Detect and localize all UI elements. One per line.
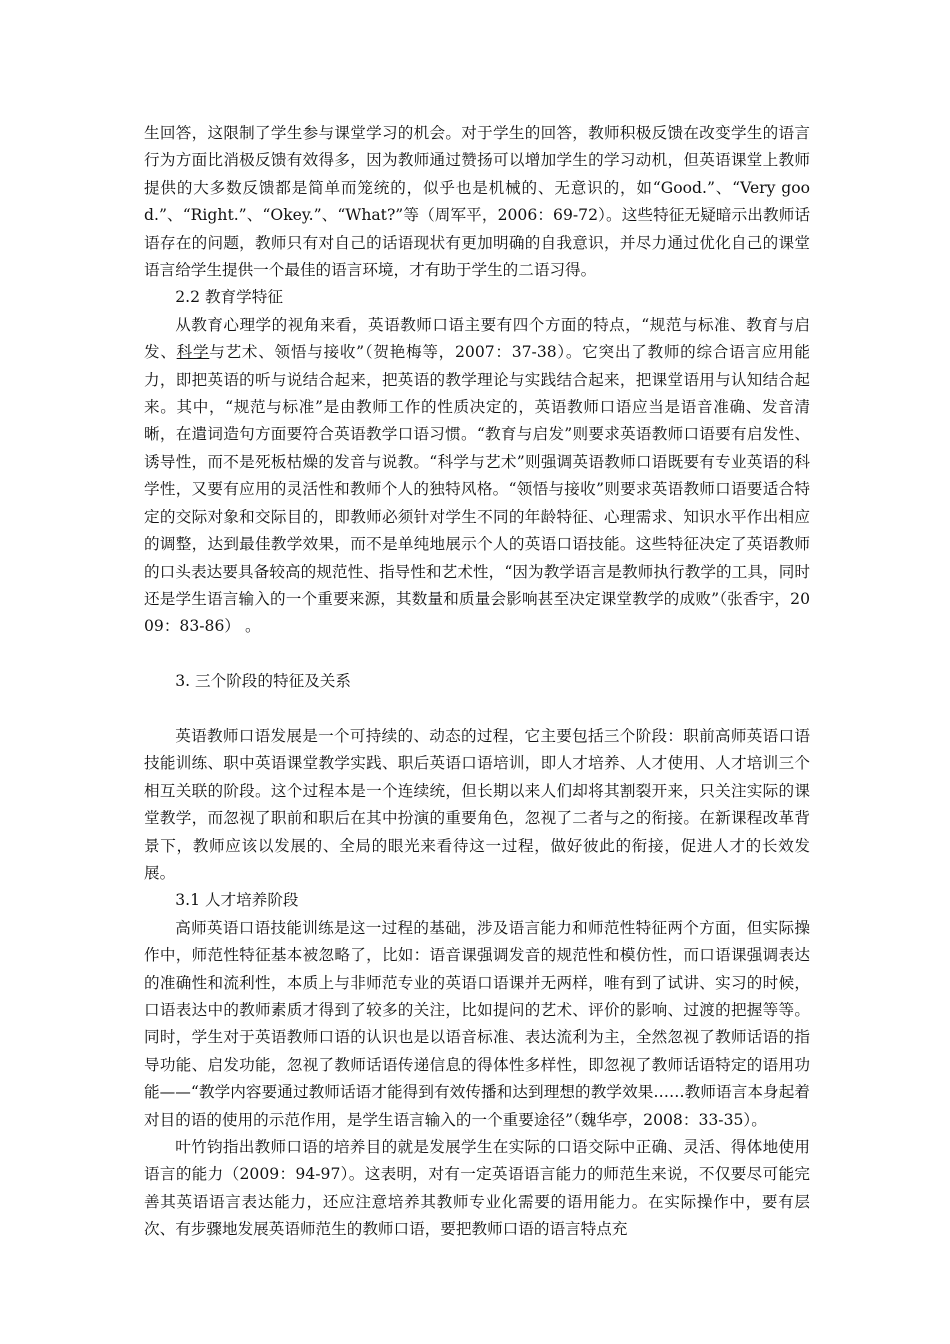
- paragraph-pedagogy-text-a: 从教育心理学的视角来看，英语教师口语主要有四个方面的特点，“规范与标准、教育与启发、: [144, 315, 810, 362]
- section-heading-3-1: 3.1 人才培养阶段: [175, 891, 299, 910]
- document-body: [144, 120, 810, 1244]
- science-link[interactable]: 科学: [176, 343, 210, 362]
- section-heading-2-2: 2.2 教育学特征: [175, 288, 283, 307]
- paragraph-pedagogy: [144, 312, 810, 641]
- paragraph-ye-zhujun: 叶竹钧指出教师口语的培养目的就是发展学生在实际的口语交际中正确、灵活、得体地使用语言的能力（2009：94-97）。这表明，对有一定英语语言能力的师范生来说，不仅要尽可能完善其英语语言表达能力，还应注意培养其教师专业化需要的语用能力。在实际操作中，要有层次、有步骤地发展英语师范生的教师口语，要把教师口语的语言特点充: [144, 1138, 810, 1239]
- blank-line: [144, 641, 810, 668]
- paragraph-pedagogy-text-b: 与艺术、领悟与接收”（贺艳梅等，2007：37-38）。它突出了教师的综合语言应用能力，即把英语的听与说结合起来，把英语的教学理论与实践结合起来，把课堂语用与认知结合起来。其中，“规范与标准”是由教师工作的性质决定的，英语教师口语应当是语音准确、发音清晰，在遣词造句方面要符合英语教学口语习惯。“教育与启发”则要求英语教师口语要有启发性、诱导性，而不是死板枯燥的发音与说教。“科学与艺术”则强调英语教师口语既要有专业英语的科学性，又要有应用的灵活性和教师个人的独特风格。“领悟与接收”则要求英语教师口语要适合特定的交际对象和交际目的，即教师必须针对学生不同的年龄特征、心理需求、知识水平作出相应的调整，达到最佳教学效果，而不是单纯地展示个人的英语口语技能。这些特征决定了英语教师的口头表达要具备较高的规范性、指导性和艺术性，“因为教学语言是教师执行教学的工具，同时还是学生语言输入的一个重要来源，其数量和质量会影响甚至决定课堂教学的成败”（张香宇，2009：83-86） 。: [144, 343, 810, 636]
- section-heading-3: 3. 三个阶段的特征及关系: [175, 672, 351, 691]
- blank-line: [144, 696, 810, 723]
- paragraph-training-stage: 高师英语口语技能训练是这一过程的基础，涉及语言能力和师范性特征两个方面，但实际操作中，师范性特征基本被忽略了，比如：语音课强调发音的规范性和模仿性，而口语课强调表达的准确性和流利性，本质上与非师范专业的英语口语课并无两样，唯有到了试讲、实习的时候，口语表达中的教师素质才得到了较多的关注，比如提问的艺术、评价的影响、过渡的把握等等。同时，学生对于英语教师口语的认识也是以语音标准、表达流利为主，全然忽视了教师话语的指导功能、启发功能，忽视了教师话语传递信息的得体性多样性，即忽视了教师话语特定的语用功能——“教学内容要通过教师话语才能得到有效传播和达到理想的教学效果……教师语言本身起着对目的语的使用的示范作用，是学生语言输入的一个重要途径”（魏华亭，2008：33-35）。: [144, 918, 810, 1129]
- paragraph-three-stages: 英语教师口语发展是一个可持续的、动态的过程，它主要包括三个阶段：职前高师英语口语技能训练、职中英语课堂教学实践、职后英语口语培训，即人才培养、人才使用、人才培训三个相互关联的阶段。这个过程本是一个连续统，但长期以来人们却将其割裂开来，只关注实际的课堂教学，而忽视了职前和职后在其中扮演的重要角色，忽视了二者与之的衔接。在新课程改革背景下，教师应该以发展的、全局的眼光来看待这一过程，做好彼此的衔接，促进人才的长效发展。: [144, 726, 810, 882]
- paragraph-feedback: 生回答，这限制了学生参与课堂学习的机会。对于学生的回答，教师积极反馈在改变学生的语言行为方面比消极反馈有效得多，因为教师通过赞扬可以增加学生的学习动机，但英语课堂上教师提供的大多数反馈都是简单而笼统的，似乎也是机械的、无意识的，如“Good.”、“Very good.”、“Right.”、“Okey.”、“What?”等（周军平，2006：69-72）。这些特征无疑暗示出教师话语存在的问题，教师只有对自己的话语现状有更加明确的自我意识，并尽力通过优化自己的课堂语言给学生提供一个最佳的语言环境，才有助于学生的二语习得。: [144, 124, 810, 280]
